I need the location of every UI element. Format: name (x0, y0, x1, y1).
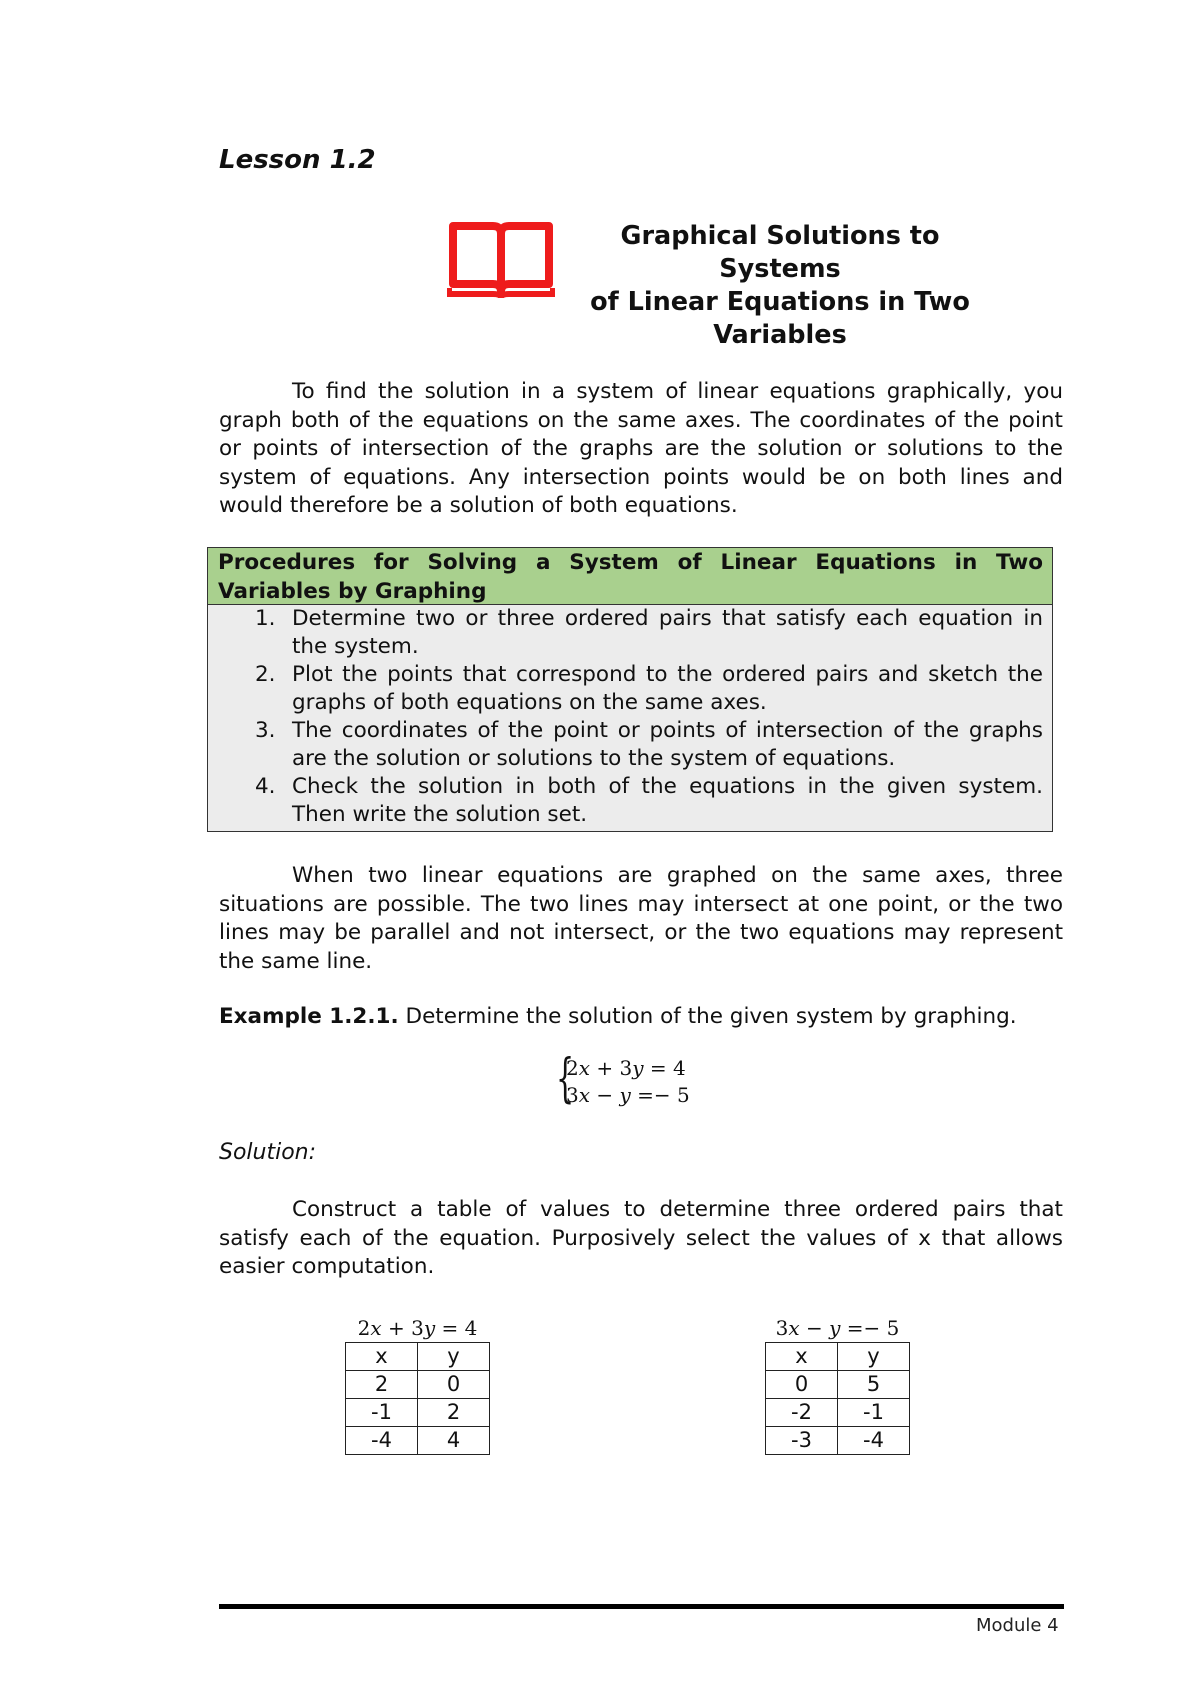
table-cell: 4 (418, 1427, 490, 1455)
table-header-row (766, 1343, 910, 1371)
situations-paragraph: When two linear equations are graphed on the same axes, three situations are possible. The two lines may intersect at one point, or the two lines may be parallel and not intersect, or the two equations may represent the same line. (219, 863, 1063, 974)
table-row (766, 1371, 910, 1399)
table-header-cell: y (838, 1343, 910, 1371)
title-line: of Linear Equations in Two (590, 287, 970, 317)
table-caption: 3𝑥 − 𝑦 =− 5 (775, 1316, 900, 1340)
example-statement (219, 1003, 1017, 1031)
step-number: 4. (255, 774, 276, 799)
table-row (346, 1427, 490, 1455)
procedure-step (208, 605, 1052, 661)
title-line: Variables (713, 320, 847, 350)
intro-paragraph: To find the solution in a system of linear equations graphically, you graph both of the equations on the same axes. The coordinates of the point or points of intersection of the graphs are the solution or solutions to the system of equations. Any intersection points would be on both lines and would therefore be a solution of both equations. (219, 379, 1063, 518)
procedures-box (207, 547, 1053, 832)
table-cell: 2 (418, 1399, 490, 1427)
values-table (345, 1342, 490, 1455)
book-icon (447, 218, 555, 298)
equation-system (556, 1049, 690, 1109)
table-row (346, 1399, 490, 1427)
table-header-cell: y (418, 1343, 490, 1371)
table-cell: -4 (346, 1427, 418, 1455)
table-row (766, 1427, 910, 1455)
values-table (765, 1342, 910, 1455)
values-table-2 (765, 1314, 910, 1455)
brace-glyph: { (556, 1049, 575, 1109)
table-row (766, 1399, 910, 1427)
procedure-step (208, 661, 1052, 717)
step-text: The coordinates of the point or points of intersection of the graphs are the solution or solutions to the system of equations. (292, 718, 1043, 771)
table-cell: 0 (418, 1371, 490, 1399)
table-row (346, 1371, 490, 1399)
table-cell: 2 (346, 1371, 418, 1399)
step-text: Check the solution in both of the equations in the given system. Then write the solution set. (292, 774, 1043, 827)
step-number: 2. (255, 662, 276, 687)
step-text: Determine two or three ordered pairs that satisfy each equation in the system. (292, 606, 1043, 659)
table-header-cell: x (346, 1343, 418, 1371)
example-label: Example 1.2.1. (219, 1004, 399, 1029)
table-cell: -4 (838, 1427, 910, 1455)
table-cell: -1 (838, 1399, 910, 1427)
step-number: 1. (255, 606, 276, 631)
table-cell: 5 (838, 1371, 910, 1399)
table-header-row (346, 1343, 490, 1371)
step-number: 3. (255, 718, 276, 743)
solution-label: Solution: (219, 1140, 317, 1165)
equation-line: 3𝑥 − 𝑦 =− 5 (566, 1083, 690, 1107)
example-text: Determine the solution of the given system by graphing. (398, 1004, 1017, 1029)
table-cell: -2 (766, 1399, 838, 1427)
table-caption: 2𝑥 + 3𝑦 = 4 (357, 1316, 478, 1340)
procedure-step (208, 717, 1052, 773)
table-cell: 0 (766, 1371, 838, 1399)
equation-line: 2𝑥 + 3𝑦 = 4 (566, 1056, 686, 1080)
construct-paragraph: Construct a table of values to determine three ordered pairs that satisfy each of the equation. Purposively select the values of x that allows easier computation. (219, 1197, 1063, 1279)
procedures-header: Procedures for Solving a System of Linear Equations in Two Variables by Graphing (208, 548, 1052, 605)
table-header-cell: x (766, 1343, 838, 1371)
values-table-1 (345, 1314, 490, 1455)
footer-module-label: Module 4 (976, 1615, 1059, 1636)
procedure-step (208, 773, 1052, 829)
lesson-label: Lesson 1.2 (219, 145, 376, 175)
table-cell: -3 (766, 1427, 838, 1455)
procedures-list (208, 605, 1052, 829)
table-cell: -1 (346, 1399, 418, 1427)
lesson-title (570, 220, 990, 352)
title-line: Graphical Solutions to Systems (620, 221, 940, 284)
step-text: Plot the points that correspond to the ordered pairs and sketch the graphs of both equations on the same axes. (292, 662, 1043, 715)
footer-rule (219, 1604, 1064, 1609)
